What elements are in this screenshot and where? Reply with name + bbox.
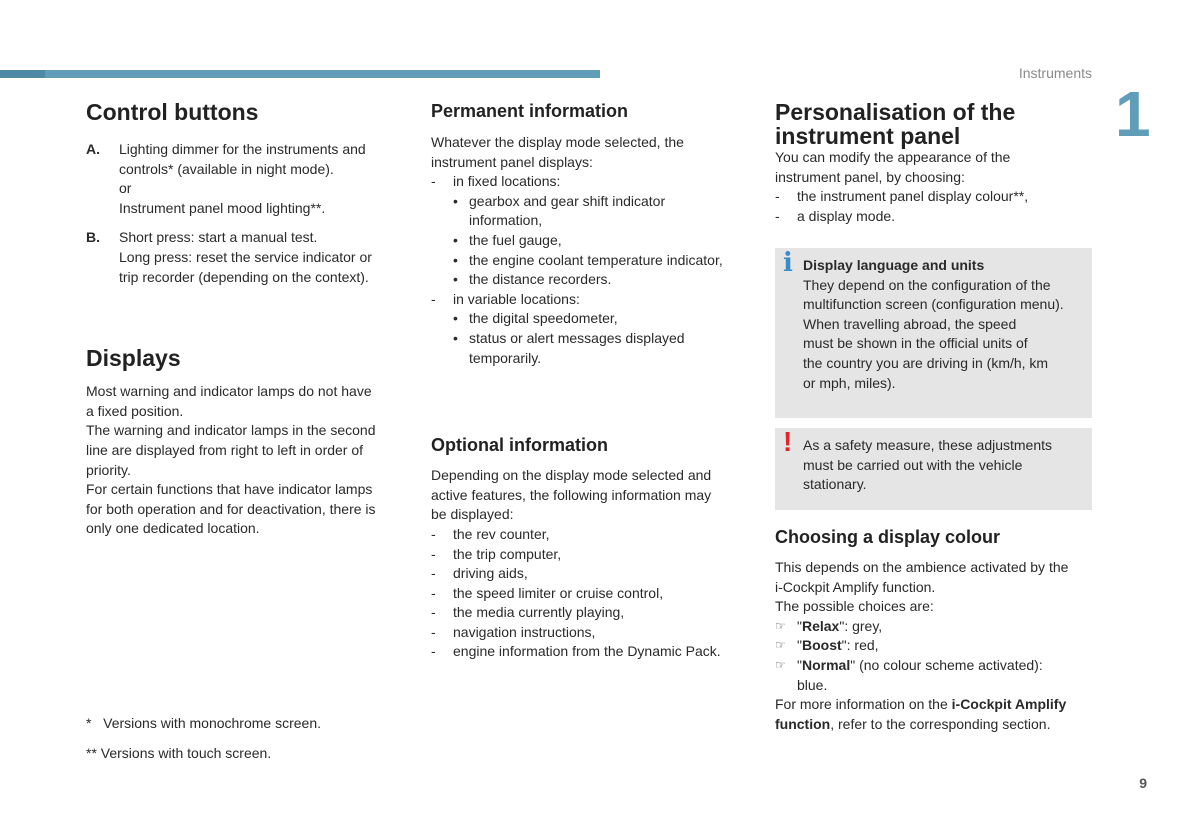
text-line: They depend on the configuration of the <box>803 276 1051 293</box>
text-line: You can modify the appearance of the <box>775 149 1011 165</box>
more-info-paragraph <box>775 695 1093 734</box>
text-line: controls* (available in night mode). <box>119 160 334 177</box>
text-line: Long press: reset the service indicator or <box>119 248 372 265</box>
text-fragment: , refer to the corresponding section. <box>830 715 1051 732</box>
text-line: Most warning and indicator lamps do not have <box>86 383 372 400</box>
pointing-hand-icon: ☞ <box>775 638 786 653</box>
bold-fragment: function <box>775 715 831 732</box>
optional-item-7: - engine information from the Dynamic Pack. <box>431 642 751 662</box>
item-key: A. <box>86 141 100 157</box>
choice-name: Normal <box>801 656 851 673</box>
footnote-mark: ** <box>86 745 97 761</box>
text-line: • status or alert messages displayed <box>469 329 685 346</box>
displays-paragraph <box>86 382 401 539</box>
footnote-mark: * <box>86 715 92 731</box>
text-line: priority. <box>86 461 131 478</box>
footnote-text: Versions with touch screen. <box>100 745 272 761</box>
displays-heading: Displays <box>86 345 181 372</box>
control-item-a <box>86 140 401 218</box>
choice-text: ": grey, <box>839 617 883 634</box>
fixed-bullet-1 <box>431 192 751 231</box>
text-line: stationary. <box>803 476 867 493</box>
personal-item-1: - the instrument panel display colour**, <box>775 187 1093 207</box>
text-line: As a safety measure, these adjustments <box>803 437 1053 453</box>
choice-name: Boost <box>801 637 842 654</box>
text-line: Depending on the display mode selected and <box>431 467 712 484</box>
optional-item-1: - the rev counter, <box>431 525 751 545</box>
text-line: for both operation and for deactivation, there is <box>86 500 376 517</box>
column-middle <box>431 100 751 662</box>
info-box <box>775 248 1092 418</box>
fixed-bullet-3: • the engine coolant temperature indicator, <box>431 251 751 271</box>
text-line: multifunction screen (configuration menu). <box>803 296 1064 313</box>
choice-text: ": red, <box>841 637 879 654</box>
footnote-text: Versions with monochrome screen. <box>103 715 321 731</box>
info-title: Display language and units <box>803 257 985 273</box>
item-key: B. <box>86 229 100 246</box>
column-right <box>775 100 1093 226</box>
text-line: The possible choices are: <box>775 598 934 615</box>
personal-item-2: - a display mode. <box>775 207 1093 227</box>
fixed-bullet-2: • the fuel gauge, <box>431 231 751 251</box>
pointing-hand-icon: ☞ <box>775 618 786 633</box>
text-line: or mph, miles). <box>803 374 896 391</box>
text-line: • gearbox and gear shift indicator <box>469 192 666 209</box>
personalisation-heading <box>775 100 1093 148</box>
optional-item-6: - navigation instructions, <box>431 623 751 643</box>
bold-fragment: i-Cockpit Amplify <box>951 696 1067 713</box>
quote-mark: " <box>797 617 802 634</box>
warning-box <box>775 428 1092 510</box>
control-item-b <box>86 228 401 287</box>
choice-relax <box>775 617 1093 637</box>
text-line: line are displayed from right to left in order of <box>86 441 364 458</box>
quote-mark: " <box>797 656 802 673</box>
text-line: be displayed: <box>431 506 514 523</box>
page-number: 9 <box>1139 775 1147 791</box>
permanent-info-heading: Permanent information <box>431 101 629 121</box>
optional-info-heading: Optional information <box>431 435 608 456</box>
variable-bullet-2 <box>431 329 751 368</box>
text-fragment: For more information on the <box>775 696 952 713</box>
info-icon: i <box>783 248 793 278</box>
text-line: the country you are driving in (km/h, km <box>803 354 1049 371</box>
choice-name: Relax <box>801 617 840 634</box>
text-line: active features, the following information may <box>431 486 712 503</box>
text-line: This depends on the ambience activated by the <box>775 559 1069 575</box>
text-line: The warning and indicator lamps in the second <box>86 422 376 439</box>
text-line: Instrument panel mood lighting**. <box>119 199 326 216</box>
optional-item-4: - the speed limiter or cruise control, <box>431 584 751 604</box>
variable-bullet-1: • the digital speedometer, <box>431 309 751 329</box>
column-left <box>86 100 401 539</box>
text-line: must be carried out with the vehicle <box>803 456 1023 473</box>
text-line: a fixed position. <box>86 402 184 419</box>
header-color-bar <box>0 70 600 78</box>
text-line: instrument panel displays: <box>431 153 593 170</box>
fixed-locations-item: - in fixed locations: <box>431 172 751 192</box>
footnote-2 <box>86 744 271 764</box>
footnote-1 <box>86 714 321 734</box>
display-colour-heading: Choosing a display colour <box>775 527 1001 547</box>
text-line: only one dedicated location. <box>86 520 260 537</box>
text-line: temporarily. <box>469 349 542 366</box>
text-line: or <box>119 180 132 197</box>
quote-mark: " <box>797 637 802 654</box>
choice-boost <box>775 636 1093 656</box>
text-line: blue. <box>797 676 828 693</box>
chapter-number: 1 <box>1115 78 1151 150</box>
text-line: must be shown in the official units of <box>803 335 1028 352</box>
choice-text: " (no colour scheme activated): <box>850 656 1043 673</box>
display-colour-section <box>775 526 1093 734</box>
heading-line: Personalisation of the <box>775 99 1016 125</box>
optional-item-5: - the media currently playing, <box>431 603 751 623</box>
optional-item-2: - the trip computer, <box>431 545 751 565</box>
text-line: i-Cockpit Amplify function. <box>775 578 936 595</box>
warning-icon: ! <box>783 426 793 457</box>
text-line: Whatever the display mode selected, the <box>431 134 684 150</box>
heading-line: instrument panel <box>775 123 961 149</box>
choice-normal <box>775 656 1093 695</box>
optional-item-3: - driving aids, <box>431 564 751 584</box>
pointing-hand-icon: ☞ <box>775 657 786 672</box>
text-line: For certain functions that have indicator lamps <box>86 481 373 498</box>
text-line: When travelling abroad, the speed <box>803 315 1017 332</box>
text-line: Short press: start a manual test. <box>119 229 318 246</box>
text-line: instrument panel, by choosing: <box>775 168 965 185</box>
fixed-bullet-4: • the distance recorders. <box>431 270 751 290</box>
variable-locations-item: - in variable locations: <box>431 290 751 310</box>
text-line: information, <box>469 212 543 229</box>
section-title: Instruments <box>1018 65 1092 81</box>
control-buttons-heading: Control buttons <box>86 99 259 125</box>
text-line: Lighting dimmer for the instruments and <box>119 141 366 157</box>
text-line: trip recorder (depending on the context). <box>119 268 369 285</box>
